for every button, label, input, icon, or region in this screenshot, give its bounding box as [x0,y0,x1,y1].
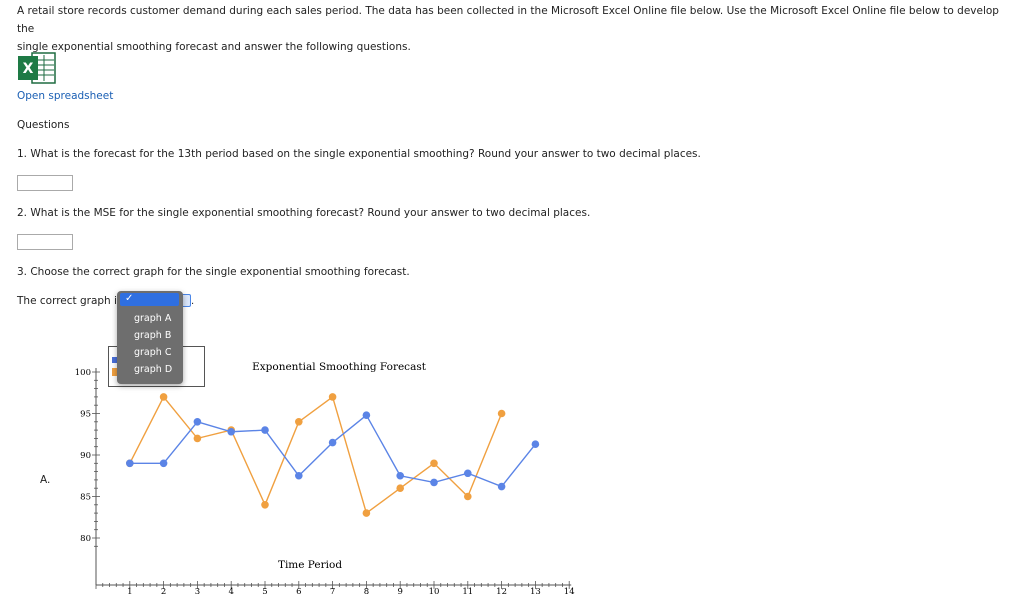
actual-series-point [295,418,303,426]
x-tick-label: 7 [329,587,336,597]
y-tick-label: 85 [80,492,91,503]
intro-line-2: single exponential smoothing forecast and answer the following questions. [17,41,411,53]
intro-line-1: A retail store records customer demand during each sales period. The data has been collected in the Microsoft Excel Online file below. Use the Microsoft Excel Online file below to develop the [17,5,999,35]
actual-series-point [329,393,337,401]
x-tick-label: 14 [563,587,575,597]
actual-series-point [261,501,269,509]
x-tick-label: 10 [428,587,440,597]
actual-series-point [194,435,202,443]
forecast-series-point [160,460,168,468]
x-tick-label: 9 [397,587,403,597]
question-1: 1. What is the forecast for the 13th period based on the single exponential smoothing? Round your answer to two decimal places. [17,148,701,160]
x-axis-label: Time Period [277,559,343,571]
x-tick-label: 8 [363,587,370,597]
check-icon: ✓ [125,293,134,304]
actual-series-point [430,460,438,468]
graph-dropdown-menu[interactable] [117,291,183,384]
x-tick-label: 1 [127,587,133,597]
actual-series-point [363,509,371,517]
chart-title: Exponential Smoothing Forecast [252,361,426,373]
dropdown-selected-blank[interactable] [120,293,179,306]
forecast-series-point [261,426,269,434]
actual-series-line [130,397,502,513]
x-tick-label: 12 [496,587,508,597]
x-tick-label: 6 [296,587,302,597]
forecast-series-point [532,440,540,448]
forecast-series-point [396,472,404,480]
actual-series-point [464,493,472,501]
forecast-series-point [430,479,438,487]
dropdown-option-graph-d[interactable]: graph D [134,364,173,375]
actual-series-point [396,484,404,492]
x-tick-label: 4 [228,587,234,597]
question-2: 2. What is the MSE for the single exponential smoothing forecast? Round your answer to two decimal places. [17,207,591,219]
forecast-series-point [194,418,202,426]
dropdown-option-graph-b[interactable]: graph B [134,330,172,341]
forecast-series-point [329,439,337,447]
forecast-series-line [130,415,536,486]
forecast-series-point [227,428,235,436]
forecast-series-point [126,460,134,468]
x-tick-label: 3 [194,587,201,597]
option-a-label: A. [40,474,51,486]
forecast-series-point [295,472,303,480]
y-tick-label: 100 [74,368,91,378]
graph-sentence: The correct graph i [17,295,117,307]
forecast-series-point [498,483,506,491]
questions-header: Questions [17,119,70,131]
forecast-series-point [464,469,472,477]
y-tick-label: 90 [80,451,91,461]
x-tick-label: 13 [529,587,541,597]
y-tick-label: 80 [80,534,91,544]
open-spreadsheet-link[interactable]: Open spreadsheet [17,90,114,102]
x-tick-label: 2 [160,587,167,597]
forecast-series-point [363,411,371,419]
actual-series-point [498,410,506,418]
sentence-period: . [191,296,195,307]
dropdown-option-graph-c[interactable]: graph C [134,347,172,358]
x-tick-label: 5 [262,587,268,597]
dropdown-option-graph-a[interactable]: graph A [134,313,172,324]
x-tick-label: 11 [462,587,474,597]
question-3: 3. Choose the correct graph for the single exponential smoothing forecast. [17,266,410,278]
y-tick-label: 95 [80,409,91,420]
svg-text:X: X [22,61,34,77]
actual-series-point [160,393,168,401]
